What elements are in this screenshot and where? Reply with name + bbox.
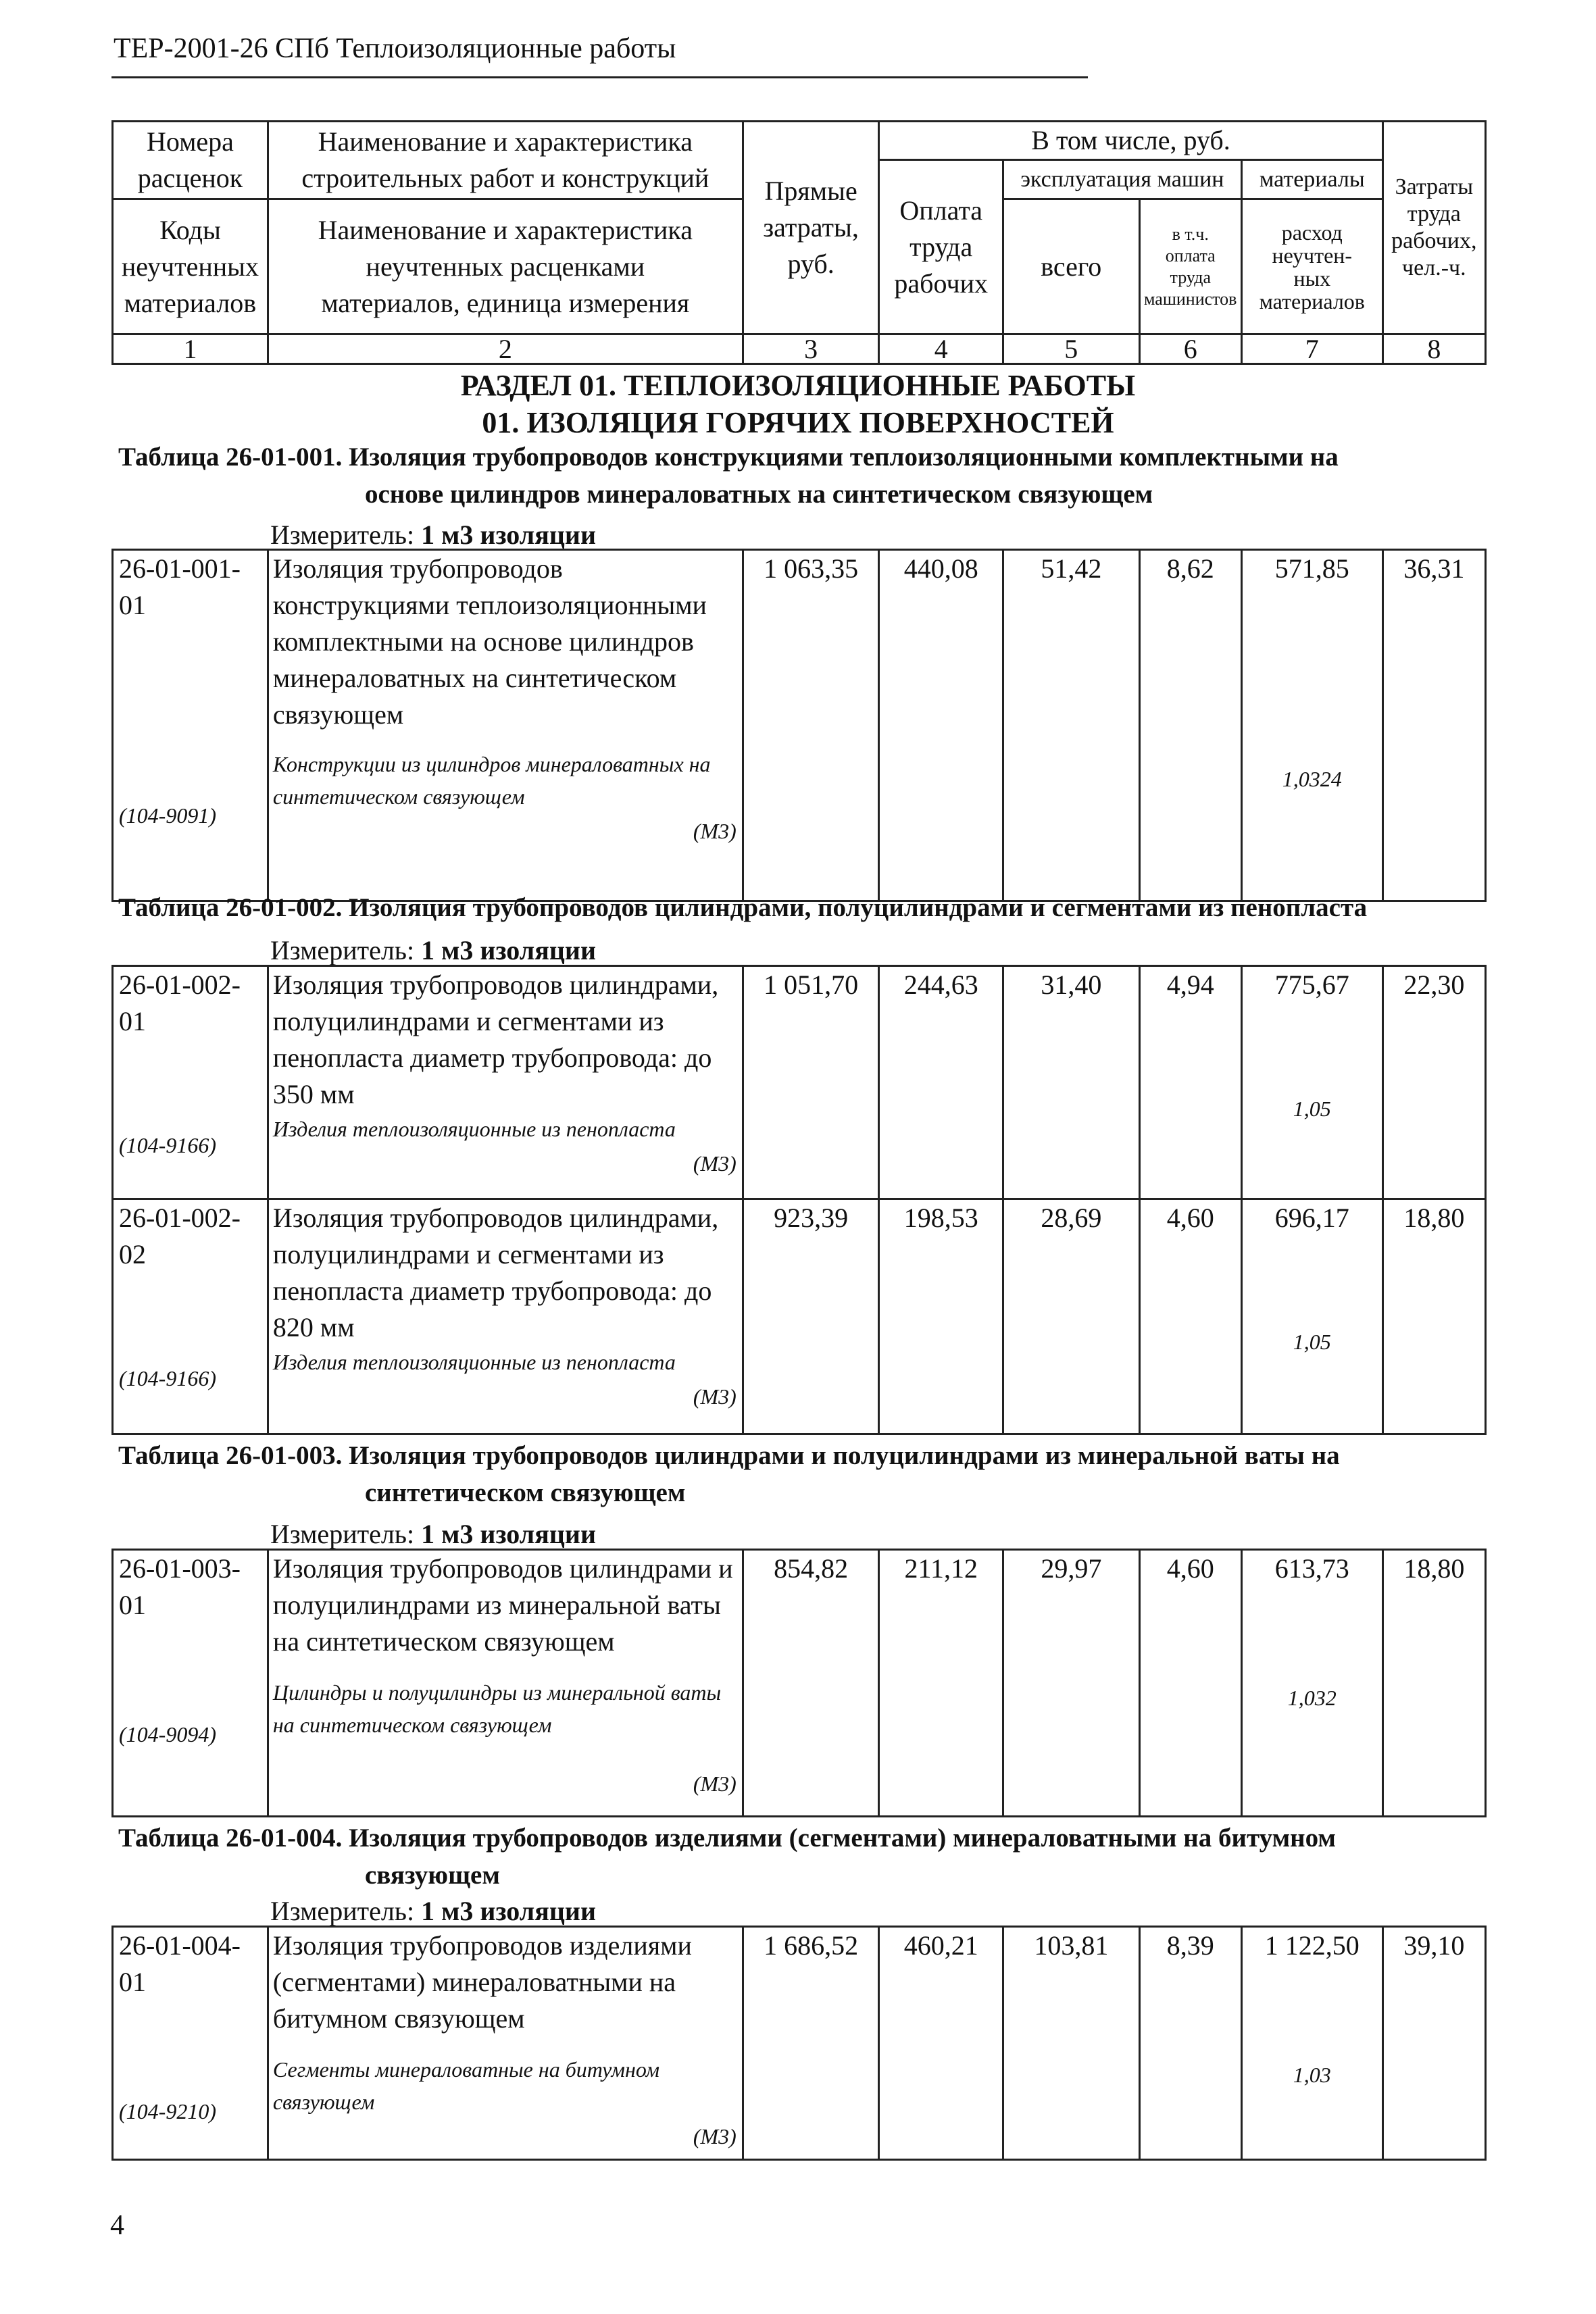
description-cell: Изоляция трубопроводов цилиндрами, полуцилиндрами и сегментами из пенопласта диаметр трубопровода: до 350 мм Изделия теплоизоляционные из пенопласта (М3) [268, 966, 743, 1199]
direct-cost-cell: 923,39 [743, 1199, 879, 1434]
materials-cell: 696,17 1,05 [1241, 1199, 1382, 1434]
labor-cell: 36,31 [1382, 550, 1485, 901]
description-cell: Изоляция трубопроводов цилиндрами и полуцилиндрами из минеральной ваты на синтетическом связующем Цилиндры и полуцилиндры из минеральной ваты на синтетическом связующем (М3) [268, 1550, 743, 1817]
machine-wages-cell: 4,94 [1139, 966, 1241, 1199]
table-row [113, 1550, 1486, 1817]
document-header: ТЕР-2001-26 СПб Теплоизоляционные работы [114, 33, 676, 64]
description-cell: Изоляция трубопроводов изделиями (сегментами) минераловатными на битумном связующем Сегменты минераловатные на битумном связующем (М3) [268, 1927, 743, 2160]
rate-code-cell: 26-01-001-01 (104-9091) [113, 550, 268, 901]
machine-wages-cell: 8,39 [1139, 1927, 1241, 2160]
subsection-title: 01. ИЗОЛЯЦИЯ ГОРЯЧИХ ПОВЕРХНОСТЕЙ [482, 406, 1114, 439]
direct-cost-cell: 854,82 [743, 1550, 879, 1817]
measure-label: Измеритель: 1 м3 изоляции [270, 520, 596, 550]
data-table [111, 1549, 1487, 1817]
direct-cost-cell: 1 686,52 [743, 1927, 879, 2160]
incl-header: В том числе, руб. [879, 122, 1382, 160]
table-title: Таблица 26-01-001. Изоляция трубопроводов конструкциями теплоизоляционными комплектными на [118, 443, 1339, 472]
rate-code-cell: 26-01-004-01 (104-9210) [113, 1927, 268, 2160]
machines-header: эксплуатация машин [1003, 160, 1241, 199]
materials-cell: 613,73 1,032 [1241, 1550, 1382, 1817]
labor-cell: 39,10 [1382, 1927, 1485, 2160]
col8-header: Затраты труда рабочих, чел.-ч. [1382, 122, 1485, 334]
rate-code-cell: 26-01-002-02 (104-9166) [113, 1199, 268, 1434]
data-table [111, 549, 1487, 902]
table-title: Таблица 26-01-003. Изоляция трубопроводов цилиндрами и полуцилиндрами из минеральной ваты на [118, 1441, 1340, 1470]
page-number: 4 [110, 2210, 124, 2241]
direct-cost-cell: 1 051,70 [743, 966, 879, 1199]
col-num-6: 6 [1139, 334, 1241, 364]
table-title-cont: связующем [365, 1861, 500, 1890]
table-row [113, 1927, 1486, 2160]
col-num-7: 7 [1241, 334, 1382, 364]
machine-total-cell: 28,69 [1003, 1199, 1140, 1434]
data-table [111, 965, 1487, 1435]
section-title: РАЗДЕЛ 01. ТЕПЛОИЗОЛЯЦИОННЫЕ РАБОТЫ [460, 369, 1136, 402]
wages-cell: 244,63 [879, 966, 1003, 1199]
measure-label: Измеритель: 1 м3 изоляции [270, 935, 596, 965]
table-title-cont: основе цилиндров минераловатных на синтетическом связующем [365, 480, 1153, 509]
machine-total-cell: 51,42 [1003, 550, 1140, 901]
col-num-4: 4 [879, 334, 1003, 364]
description-cell: Изоляция трубопроводов цилиндрами, полуцилиндрами и сегментами из пенопласта диаметр трубопровода: до 820 мм Изделия теплоизоляционные из пенопласта (М3) [268, 1199, 743, 1434]
wages-cell: 460,21 [879, 1927, 1003, 2160]
materials-cell: 571,85 1,0324 [1241, 550, 1382, 901]
machine-wages-cell: 8,62 [1139, 550, 1241, 901]
labor-cell: 18,80 [1382, 1199, 1485, 1434]
col4-header: Оплата труда рабочих [879, 160, 1003, 334]
wages-cell: 198,53 [879, 1199, 1003, 1434]
table-row [113, 966, 1486, 1199]
labor-cell: 18,80 [1382, 1550, 1485, 1817]
rate-code-cell: 26-01-003-01 (104-9094) [113, 1550, 268, 1817]
col2-bottom: Наименование и характеристика неучтенных расценками материалов, единица измерения [268, 199, 743, 334]
col2-top: Наименование и характеристика строительных работ и конструкций [268, 122, 743, 199]
labor-cell: 22,30 [1382, 966, 1485, 1199]
col-num-1: 1 [113, 334, 268, 364]
direct-cost-cell: 1 063,35 [743, 550, 879, 901]
col6-header: в т.ч. оплата труда машинистов [1139, 199, 1241, 334]
col5-header: всего [1003, 199, 1139, 334]
column-header-table [111, 120, 1487, 365]
col-num-5: 5 [1003, 334, 1139, 364]
data-table [111, 1926, 1487, 2161]
measure-label: Измеритель: 1 м3 изоляции [270, 1519, 596, 1549]
machine-total-cell: 103,81 [1003, 1927, 1140, 2160]
col3-header: Прямые затраты, руб. [743, 122, 879, 334]
machine-wages-cell: 4,60 [1139, 1199, 1241, 1434]
col1-top: Номера расценок [113, 122, 268, 199]
table-title: Таблица 26-01-004. Изоляция трубопроводов изделиями (сегментами) минераловатными на битумном [118, 1823, 1336, 1853]
materials-cell: 1 122,50 1,03 [1241, 1927, 1382, 2160]
machine-total-cell: 29,97 [1003, 1550, 1140, 1817]
wages-cell: 440,08 [879, 550, 1003, 901]
materials-header: материалы [1241, 160, 1382, 199]
machine-wages-cell: 4,60 [1139, 1550, 1241, 1817]
measure-label: Измеритель: 1 м3 изоляции [270, 1896, 596, 1926]
table-row [113, 1199, 1486, 1434]
description-cell: Изоляция трубопроводов конструкциями теплоизоляционными комплектными на основе цилиндров минераловатных на синтетическом связующем Конструкции из цилиндров минераловатных на синтетическом связующем (М3) [268, 550, 743, 901]
col1-bottom: Коды неучтенных материалов [113, 199, 268, 334]
col-num-3: 3 [743, 334, 879, 364]
col7-header: расход неучтен- ных материалов [1241, 199, 1382, 334]
col-num-2: 2 [268, 334, 743, 364]
table-title: Таблица 26-01-002. Изоляция трубопроводов цилиндрами, полуцилиндрами и сегментами из пенопласта [118, 893, 1368, 922]
materials-cell: 775,67 1,05 [1241, 966, 1382, 1199]
table-title-cont: синтетическом связующем [365, 1478, 686, 1507]
col-num-8: 8 [1382, 334, 1485, 364]
machine-total-cell: 31,40 [1003, 966, 1140, 1199]
rate-code-cell: 26-01-002-01 (104-9166) [113, 966, 268, 1199]
wages-cell: 211,12 [879, 1550, 1003, 1817]
header-rule [111, 76, 1088, 78]
table-row [113, 550, 1486, 901]
